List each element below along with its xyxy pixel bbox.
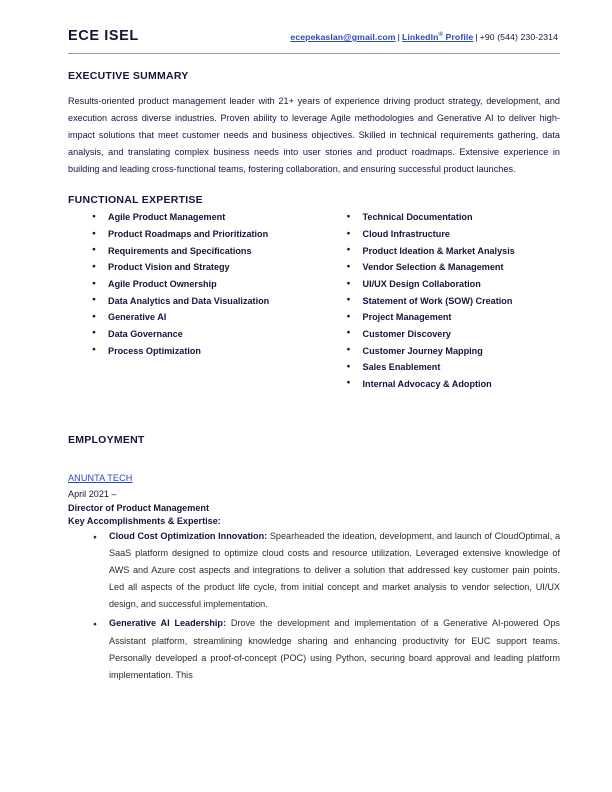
phone-number: +90 (544) 230-2314: [479, 32, 558, 42]
accomplishments-label: Key Accomplishments & Expertise:: [68, 516, 221, 527]
expertise-list-left: [68, 209, 335, 359]
expertise-item: ● UI/UX Design Collaboration: [341, 276, 560, 293]
expertise-item: ● Cloud Infrastructure: [341, 226, 560, 243]
job-title: Director of Product Management: [68, 502, 209, 513]
expertise-item: ● Process Optimization: [68, 343, 335, 360]
registered-icon: ®: [438, 32, 444, 39]
employment-list: [68, 468, 560, 684]
expertise-item: ● Customer Journey Mapping: [341, 343, 560, 360]
accomplishment-text: Drove the development and implementation of a Generative AI-powered Ops Assistant platform, streamlining knowledge sharing and enhancing productivity for EUC support teams. Personally developed a proof-of-concept (POC) using Python, securing board approval and leading platform implementation. This: [109, 618, 560, 680]
accomplishment-item: [68, 528, 560, 613]
header-divider: [68, 53, 560, 54]
accomplishment-lead: Cloud Cost Optimization Innovation:: [109, 531, 268, 542]
expertise-item: ● Technical Documentation: [341, 209, 560, 226]
expertise-item: ● Customer Discovery: [341, 326, 560, 343]
contact-separator-2: |: [475, 32, 478, 42]
expertise-item: ● Statement of Work (SOW) Creation: [341, 293, 560, 310]
accomplishments-list: [68, 528, 560, 684]
linkedin-label: LinkedIn: [401, 32, 439, 42]
contact-line: [290, 32, 560, 42]
expertise-item: ● Product Vision and Strategy: [68, 259, 335, 276]
expertise-item: ● Product Ideation & Market Analysis: [341, 243, 560, 260]
expertise-item: ● Requirements and Specifications: [68, 243, 335, 260]
expertise-item: ● Sales Enablement: [341, 359, 560, 376]
expertise-item: ● Agile Product Management: [68, 209, 335, 226]
accomplishment-lead: Generative AI Leadership:: [109, 618, 226, 629]
expertise-column-right: [335, 209, 560, 392]
accomplishment-text: Spearheaded the ideation, development, and launch of CloudOptimal, a SaaS platform designed to optimize cloud costs and resource utilization. Leveraged extensive knowledge of AWS and Azure cost aspects and integrations to deliver a solution that addressed key customer pain points. Led all aspects of the product life cycle, from initial concept and market analysis to vendor selection, UI/UX design, and successful implementation.: [109, 531, 560, 610]
employment-entry: [68, 468, 560, 684]
expertise-item: ● Data Analytics and Data Visualization: [68, 293, 335, 310]
section-title-functional-expertise: FUNCTIONAL EXPERTISE: [68, 194, 203, 207]
section-title-executive-summary: EXECUTIVE SUMMARY: [68, 70, 189, 82]
resume-header: [68, 28, 560, 53]
contact-separator-1: |: [397, 32, 400, 42]
linkedin-link[interactable]: [402, 32, 473, 42]
employer-link[interactable]: ANUNTA TECH: [68, 472, 133, 483]
expertise-item: ● Data Governance: [68, 326, 335, 343]
expertise-item: ● Project Management: [341, 309, 560, 326]
executive-summary-body: Results-oriented product management leader with 21+ years of experience driving product strategy, development, and execution across diverse industries. Proven ability to leverage Agile methodologies and Generative AI to deliver high-impact solutions that meet customer needs and business objectives. Skilled in technical requirements gathering, data analysis, and translating complex business needs into user stories and product roadmaps. Extensive experience in building and leading cross-functional teams, fostering collaboration, and ensuring successful product launches.: [68, 96, 560, 175]
employment-dates: April 2021 –: [68, 489, 117, 500]
expertise-item: ● Internal Advocacy & Adoption: [341, 376, 560, 393]
section-title-employment: EMPLOYMENT: [68, 433, 145, 446]
email-link[interactable]: ecepekaslan@gmail.com: [290, 32, 396, 42]
linkedin-suffix: Profile: [443, 32, 474, 42]
expertise-item: ● Vendor Selection & Management: [341, 259, 560, 276]
expertise-item: ● Product Roadmaps and Prioritization: [68, 226, 335, 243]
expertise-item: ● Agile Product Ownership: [68, 276, 335, 293]
accomplishment-item: [68, 615, 560, 683]
functional-expertise-columns: [68, 209, 560, 392]
expertise-list-right: [341, 209, 560, 392]
candidate-name: ECE ISEL: [68, 28, 139, 44]
expertise-item: ● Generative AI: [68, 309, 335, 326]
expertise-column-left: [68, 209, 335, 392]
